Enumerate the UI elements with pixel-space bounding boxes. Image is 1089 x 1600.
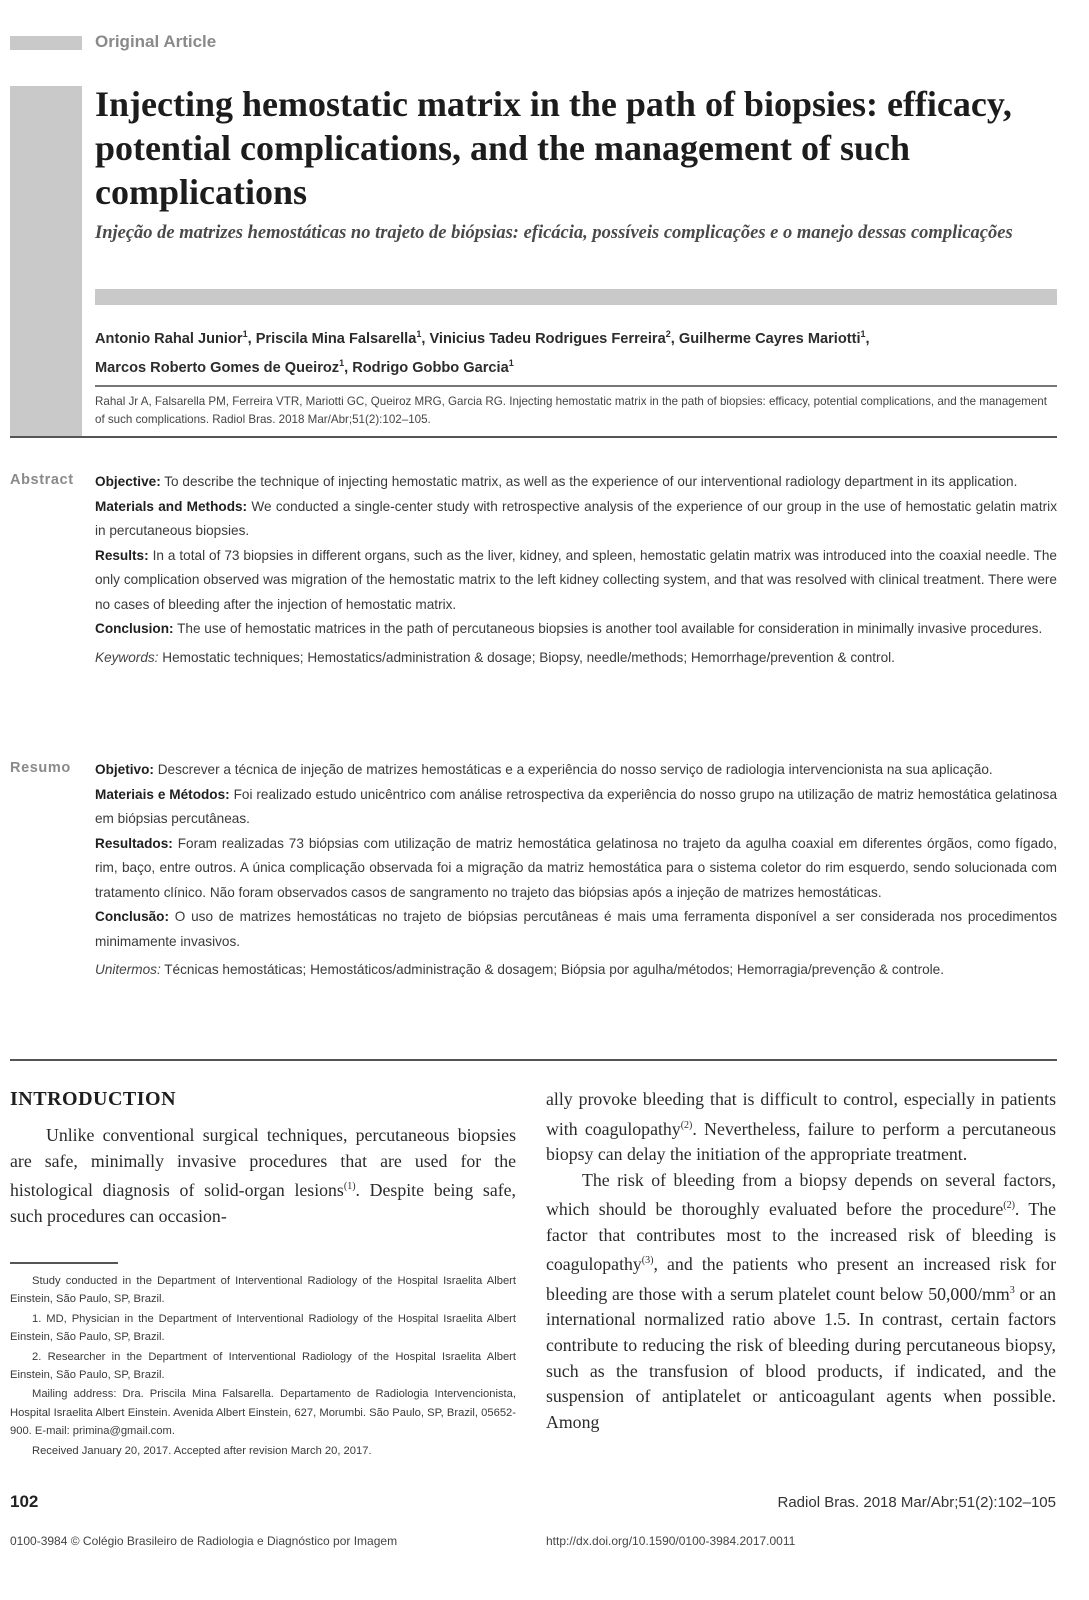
resumo-results-text: Foram realizadas 73 biópsias com utilização de matriz hemostática gelatinosa no trajeto da agulha coaxial em diferentes órgãos, como fígado, rim, baço, entre outros. A única complicação observada foi a migração da matriz hemostática para o sistema coletor do rim esquerdo, sendo solucionada com tratamento clínico. Não foram observados casos de sangramento no trajeto das biópsias após a injeção de matrizes hemostáticas. xyxy=(95,835,1057,900)
abstract-objective xyxy=(95,470,1057,495)
text-run: . The factor that contributes most to the increased risk of bleeding is coagulopathy xyxy=(546,1199,1056,1275)
title-divider xyxy=(95,289,1057,305)
text-run: The risk of bleeding from a biopsy depends on several factors, which should be thoroughly evaluated before the procedure xyxy=(546,1169,1056,1220)
resumo-body xyxy=(95,758,1057,983)
text-run: or an international normalized ratio above 1.5. In contrast, certain factors contribute to reducing the risk of bleeding during percutaneous biopsy, such as the transfusion of blood products, if indicated, and the suspension of antiplatelet or anticoagulant agents when possible. Among xyxy=(546,1283,1056,1432)
author-name: Guilherme Cayres Mariotti xyxy=(678,330,861,347)
resumo-methods xyxy=(95,783,1057,832)
section-marker-bar xyxy=(10,36,82,50)
reference-marker: (1) xyxy=(343,1181,356,1193)
resumo-methods-text: Foi realizado estudo unicêntrico com análise retrospectiva da experiência do nosso grupo na utilização de matriz hemostática gelatinosa em biópsias percutâneas. xyxy=(95,786,1058,826)
text-run: ally provoke bleeding that is difficult to control, especially in patients with coagulopathy xyxy=(546,1089,1056,1139)
resumo-keywords xyxy=(95,958,1057,983)
resumo-results-label: Resultados: xyxy=(95,835,173,851)
text-run: . Nevertheless, failure to perform a percutaneous biopsy can delay the initiation of the appropriate treatment. xyxy=(546,1118,1056,1165)
resumo-keywords-label: Unitermos: xyxy=(95,962,161,977)
author-name: Rodrigo Gobbo Garcia xyxy=(352,359,509,376)
abstract-methods xyxy=(95,495,1057,544)
abstract-results-label: Results: xyxy=(95,547,149,563)
author-affiliation: 2 xyxy=(665,329,671,339)
author-affiliation: 1 xyxy=(860,329,866,339)
body-column-right xyxy=(546,1087,1056,1435)
issn-copyright: 0100-3984 © Colégio Brasileiro de Radiologia e Diagnóstico por Imagem xyxy=(10,1534,398,1548)
footnote: Mailing address: Dra. Priscila Mina Falsarella. Departamento de Radiologia Intervencionista, Hospital Israelita Albert Einstein. Avenida Albert Einstein, 627, Morumbi. São Paulo, SP, Brazil, 05652-900. E-mail: primina@gmail.com. xyxy=(10,1388,516,1438)
doi-link[interactable]: http://dx.doi.org/10.1590/0100-3984.2017.0011 xyxy=(546,1534,796,1548)
author-name: Marcos Roberto Gomes de Queiroz xyxy=(95,359,340,376)
reference-marker: (2) xyxy=(1003,1200,1015,1212)
title-side-bar xyxy=(10,86,82,438)
author-affiliation: 1 xyxy=(416,329,422,339)
resumo-objective-label: Objetivo: xyxy=(95,762,154,777)
section-label: Original Article xyxy=(95,32,217,51)
resumo-conclusion xyxy=(95,905,1057,954)
resumo-results xyxy=(95,832,1057,906)
resumo-conclusion-text: O uso de matrizes hemostáticas no trajeto de biópsias percutâneas é mais uma ferramenta disponível a ser considerada nos procedimentos minimamente invasivos. xyxy=(95,909,1057,949)
text-run: Unlike conventional surgical techniques, percutaneous biopsies are safe, minimally invasive procedures that are used for the histological diagnosis of solid-organ lesions xyxy=(10,1125,516,1201)
resumo-methods-label: Materiais e Métodos: xyxy=(95,786,230,802)
abstract-keywords xyxy=(95,646,1057,671)
reference-marker: (3) xyxy=(641,1255,654,1267)
resumo-label: Resumo xyxy=(10,760,71,776)
footnotes xyxy=(10,1272,516,1461)
reference-marker: (2) xyxy=(680,1119,693,1131)
intro-paragraph xyxy=(10,1123,516,1229)
resumo-conclusion-label: Conclusão: xyxy=(95,909,170,924)
superscript: 3 xyxy=(1009,1284,1015,1296)
resumo-objective xyxy=(95,758,1057,783)
author-name: Vinicius Tadeu Rodrigues Ferreira xyxy=(429,330,666,347)
author-affiliation: 1 xyxy=(339,357,345,368)
footnote-rule xyxy=(10,1262,118,1264)
abstract-body xyxy=(95,470,1057,670)
section-heading-introduction: INTRODUCTION xyxy=(10,1088,177,1110)
journal-reference: Radiol Bras. 2018 Mar/Abr;51(2):102–105 xyxy=(777,1494,1056,1511)
footnote: Study conducted in the Department of Interventional Radiology of the Hospital Israelita Albert Einstein, São Paulo, SP, Brazil. xyxy=(10,1275,516,1306)
citation: Rahal Jr A, Falsarella PM, Ferreira VTR, Mariotti GC, Queiroz MRG, Garcia RG. Injecting hemostatic matrix in the path of biopsies: efficacy, potential complications, and the management of such complications. Radiol Bras. 2018 Mar/Abr;51(2):102–105. xyxy=(95,395,1047,426)
resumo-keywords-text: Técnicas hemostáticas; Hemostáticos/administração & dosagem; Biópsia por agulha/métodos; Hemorragia/prevenção & controle. xyxy=(164,962,945,977)
abstract-label: Abstract xyxy=(10,472,74,488)
abstract-bottom-divider xyxy=(10,1059,1057,1061)
abstract-conclusion-label: Conclusion: xyxy=(95,621,174,636)
abstract-conclusion-text: The use of hemostatic matrices in the path of percutaneous biopsies is another tool available for consideration in minimally invasive procedures. xyxy=(177,621,1043,636)
article-subtitle-pt: Injeção de matrizes hemostáticas no trajeto de biópsias: eficácia, possíveis complicações e o manejo dessas complicações xyxy=(95,223,1013,243)
article-title: Injecting hemostatic matrix in the path of biopsies: efficacy, potential complications, and the management of such complications xyxy=(95,84,1012,212)
abstract-methods-text: We conducted a single-center study with retrospective analysis of the experience of our group in the use of hemostatic gelatin matrix in percutaneous biopsies. xyxy=(95,498,1057,538)
abstract-objective-text: To describe the technique of injecting hemostatic matrix, as well as the experience of our interventional radiology department in its application. xyxy=(164,474,1018,489)
footnote: Received January 20, 2017. Accepted after revision March 20, 2017. xyxy=(32,1444,372,1457)
author-name: Antonio Rahal Junior xyxy=(95,330,243,347)
text-run: , and the patients who present an increased risk for bleeding are those with a serum platelet count below 50,000/mm xyxy=(546,1254,1056,1304)
abstract-results-text: In a total of 73 biopsies in different organs, such as the liver, kidney, and spleen, hemostatic gelatin matrix was introduced into the coaxial needle. The only complication observed was migration of the hemostatic matrix to the left kidney collecting system, and that was resolved with clinical treatment. There were no cases of bleeding after the injection of hemostatic matrix. xyxy=(95,547,1057,612)
author-affiliation: 1 xyxy=(508,357,514,368)
resumo-objective-text: Descrever a técnica de injeção de matrizes hemostáticas e a experiência do nosso serviço de radiologia intervencionista na sua aplicação. xyxy=(157,762,993,777)
body-column-left xyxy=(10,1123,516,1229)
header-bottom-divider xyxy=(10,436,1057,438)
footnote: 1. MD, Physician in the Department of Interventional Radiology of the Hospital Israelita Albert Einstein, São Paulo, SP, Brazil. xyxy=(10,1312,516,1344)
authors-divider xyxy=(95,385,1057,387)
abstract-results xyxy=(95,544,1057,618)
abstract-methods-label: Materials and Methods: xyxy=(95,498,248,514)
intro-paragraph xyxy=(546,1168,1056,1436)
abstract-conclusion xyxy=(95,617,1057,642)
author-name: Priscila Mina Falsarella xyxy=(255,330,417,347)
author-list: Antonio Rahal Junior$^1$, Priscila Mina Falsarella$^1$, Vinicius Tadeu Rodrigues Ferreira$^2$, Guilherme Cayres Mariotti$^1$, Marcos Roberto Gomes de Queiroz$^1$, Rodrigo Gobbo Garcia$^1$ xyxy=(95,329,870,376)
text-run: . Despite being safe, such procedures can occasion- xyxy=(10,1180,516,1226)
author-affiliation: 1 xyxy=(242,329,248,339)
abstract-keywords-label: Keywords: xyxy=(95,649,159,665)
abstract-objective-label: Objective: xyxy=(95,474,161,489)
abstract-keywords-text: Hemostatic techniques; Hemostatics/administration & dosage; Biopsy, needle/methods; Hemorrhage/prevention & control. xyxy=(162,649,895,665)
intro-paragraph-continued xyxy=(546,1087,1056,1168)
page-number: 102 xyxy=(10,1492,39,1511)
footnote: 2. Researcher in the Department of Interventional Radiology of the Hospital Israelita Albert Einstein, São Paulo, SP, Brazil. xyxy=(10,1350,516,1382)
